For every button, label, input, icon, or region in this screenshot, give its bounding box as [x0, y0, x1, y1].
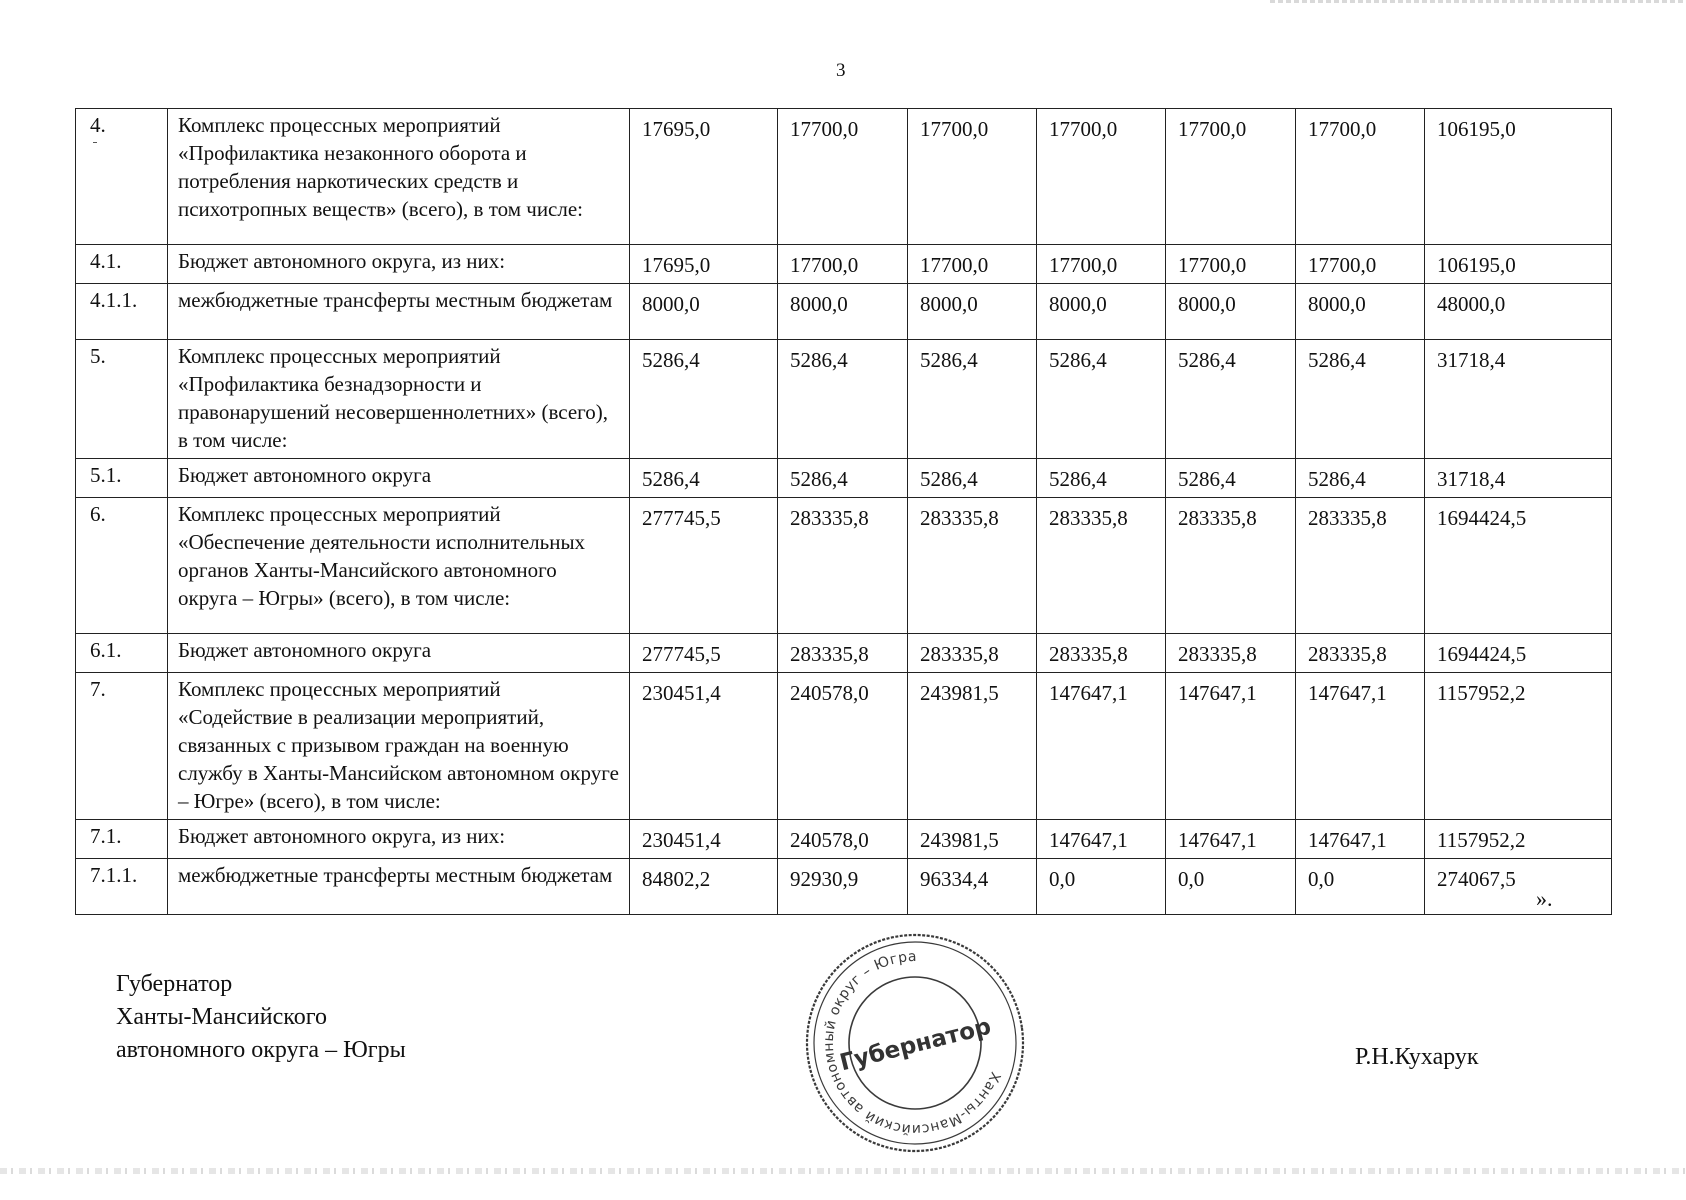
- official-seal: [800, 928, 1030, 1158]
- value-cell: 17700,0: [778, 109, 908, 245]
- value-cell: 147647,1: [1037, 820, 1166, 859]
- value-cell: 5286,4: [1166, 459, 1296, 498]
- row-description: Бюджет автономного округа: [168, 459, 630, 498]
- row-index: 7.1.: [76, 820, 168, 859]
- value-cell: 283335,8: [1037, 498, 1166, 634]
- total-cell: 106195,0: [1425, 245, 1612, 284]
- value-cell: 240578,0: [778, 820, 908, 859]
- signer-title-line-3: автономного округа – Югры: [116, 1037, 406, 1063]
- signer-title-line-2: Ханты-Мансийского: [116, 1004, 327, 1030]
- value-cell: 283335,8: [778, 634, 908, 673]
- value-cell: 5286,4: [908, 340, 1037, 459]
- value-cell: 96334,4: [908, 859, 1037, 915]
- value-cell: 92930,9: [778, 859, 908, 915]
- value-cell: 277745,5: [630, 634, 778, 673]
- row-index: 4.: [76, 109, 168, 245]
- seal-center-text: Губернатор: [837, 1013, 994, 1077]
- total-cell: 31718,4: [1425, 340, 1612, 459]
- total-cell: 1694424,5: [1425, 634, 1612, 673]
- value-cell: 230451,4: [630, 820, 778, 859]
- row-description: Комплекс процессных мероприятий «Содействие в реализации мероприятий, связанных с призывом граждан на военную службу в Ханты-Мансийском автономном округе – Югре» (всего), в том числе:: [168, 673, 630, 820]
- table-row: [76, 498, 1612, 634]
- total-cell: 48000,0: [1425, 284, 1612, 340]
- value-cell: 8000,0: [1166, 284, 1296, 340]
- value-cell: 17700,0: [778, 245, 908, 284]
- row-index: 6.1.: [76, 634, 168, 673]
- value-cell: 8000,0: [1037, 284, 1166, 340]
- budget-table: [75, 108, 1612, 915]
- value-cell: 147647,1: [1166, 820, 1296, 859]
- value-cell: 17695,0: [630, 109, 778, 245]
- value-cell: 283335,8: [1296, 498, 1425, 634]
- value-cell: 17700,0: [1037, 245, 1166, 284]
- table-row: [76, 673, 1612, 820]
- value-cell: 147647,1: [1037, 673, 1166, 820]
- value-cell: 283335,8: [778, 498, 908, 634]
- row-index: 5.: [76, 340, 168, 459]
- signer-name: Р.Н.Кухарук: [1355, 1044, 1479, 1070]
- value-cell: 283335,8: [1037, 634, 1166, 673]
- value-cell: 5286,4: [1296, 459, 1425, 498]
- value-cell: 17700,0: [1166, 109, 1296, 245]
- seal-ring-text: Ханты-Мансийский автономный округ – Югра: [820, 948, 1004, 1138]
- value-cell: 0,0: [1037, 859, 1166, 915]
- table-row: [76, 859, 1612, 915]
- value-cell: 8000,0: [908, 284, 1037, 340]
- total-cell: 106195,0: [1425, 109, 1612, 245]
- value-cell: 17700,0: [1296, 245, 1425, 284]
- table-row: [76, 109, 1612, 245]
- value-cell: 277745,5: [630, 498, 778, 634]
- value-cell: 17700,0: [1037, 109, 1166, 245]
- row-description: Комплекс процессных мероприятий «Профилактика безнадзорности и правонарушений несовершеннолетних» (всего), в том числе:: [168, 340, 630, 459]
- table-row: [76, 284, 1612, 340]
- total-cell: 1157952,2: [1425, 820, 1612, 859]
- row-index: 7.: [76, 673, 168, 820]
- row-index: 4.1.: [76, 245, 168, 284]
- value-cell: 283335,8: [908, 498, 1037, 634]
- row-description: межбюджетные трансферты местным бюджетам: [168, 859, 630, 915]
- value-cell: 8000,0: [1296, 284, 1425, 340]
- value-cell: 5286,4: [908, 459, 1037, 498]
- row-description: Бюджет автономного округа, из них:: [168, 245, 630, 284]
- value-cell: 283335,8: [908, 634, 1037, 673]
- total-cell: 274067,5: [1425, 859, 1612, 915]
- value-cell: 5286,4: [778, 340, 908, 459]
- value-cell: 0,0: [1296, 859, 1425, 915]
- value-cell: 17695,0: [630, 245, 778, 284]
- row-description: Комплекс процессных мероприятий «Обеспечение деятельности исполнительных органов Ханты-Мансийского автономного округа – Югры» (всего), в том числе:: [168, 498, 630, 634]
- value-cell: 147647,1: [1296, 820, 1425, 859]
- value-cell: 147647,1: [1296, 673, 1425, 820]
- value-cell: 0,0: [1166, 859, 1296, 915]
- value-cell: 283335,8: [1166, 498, 1296, 634]
- table-row: [76, 340, 1612, 459]
- value-cell: 5286,4: [630, 340, 778, 459]
- value-cell: 17700,0: [908, 109, 1037, 245]
- value-cell: 5286,4: [778, 459, 908, 498]
- value-cell: 5286,4: [1166, 340, 1296, 459]
- value-cell: 5286,4: [1037, 459, 1166, 498]
- total-cell: 1694424,5: [1425, 498, 1612, 634]
- value-cell: 230451,4: [630, 673, 778, 820]
- value-cell: 84802,2: [630, 859, 778, 915]
- row-description: Комплекс процессных мероприятий «Профилактика незаконного оборота и потребления наркотических средств и психотропных веществ» (всего), в том числе:: [168, 109, 630, 245]
- value-cell: 283335,8: [1296, 634, 1425, 673]
- value-cell: 243981,5: [908, 673, 1037, 820]
- value-cell: 147647,1: [1166, 673, 1296, 820]
- row-description: межбюджетные трансферты местным бюджетам: [168, 284, 630, 340]
- value-cell: 240578,0: [778, 673, 908, 820]
- value-cell: 17700,0: [908, 245, 1037, 284]
- value-cell: 17700,0: [1296, 109, 1425, 245]
- signer-title-line-1: Губернатор: [116, 971, 233, 997]
- table-row: [76, 459, 1612, 498]
- signature-block: [116, 968, 406, 1067]
- value-cell: 8000,0: [630, 284, 778, 340]
- total-cell: 1157952,2: [1425, 673, 1612, 820]
- row-description: Бюджет автономного округа: [168, 634, 630, 673]
- row-index: 4.1.1.: [76, 284, 168, 340]
- page-number: 3: [836, 60, 846, 81]
- value-cell: 5286,4: [630, 459, 778, 498]
- row-index: 6.: [76, 498, 168, 634]
- closing-quote: ».: [1536, 886, 1553, 911]
- total-cell: 31718,4: [1425, 459, 1612, 498]
- row-description: Бюджет автономного округа, из них:: [168, 820, 630, 859]
- row-index: 5.1.: [76, 459, 168, 498]
- scan-artifact-bottom: [0, 1168, 1686, 1174]
- value-cell: 17700,0: [1166, 245, 1296, 284]
- table-row: [76, 634, 1612, 673]
- value-cell: 8000,0: [778, 284, 908, 340]
- scan-artifact-top: [1270, 0, 1686, 3]
- value-cell: 283335,8: [1166, 634, 1296, 673]
- row-index: 7.1.1.: [76, 859, 168, 915]
- value-cell: 5286,4: [1296, 340, 1425, 459]
- value-cell: 243981,5: [908, 820, 1037, 859]
- value-cell: 5286,4: [1037, 340, 1166, 459]
- table-row: [76, 245, 1612, 284]
- table-row: [76, 820, 1612, 859]
